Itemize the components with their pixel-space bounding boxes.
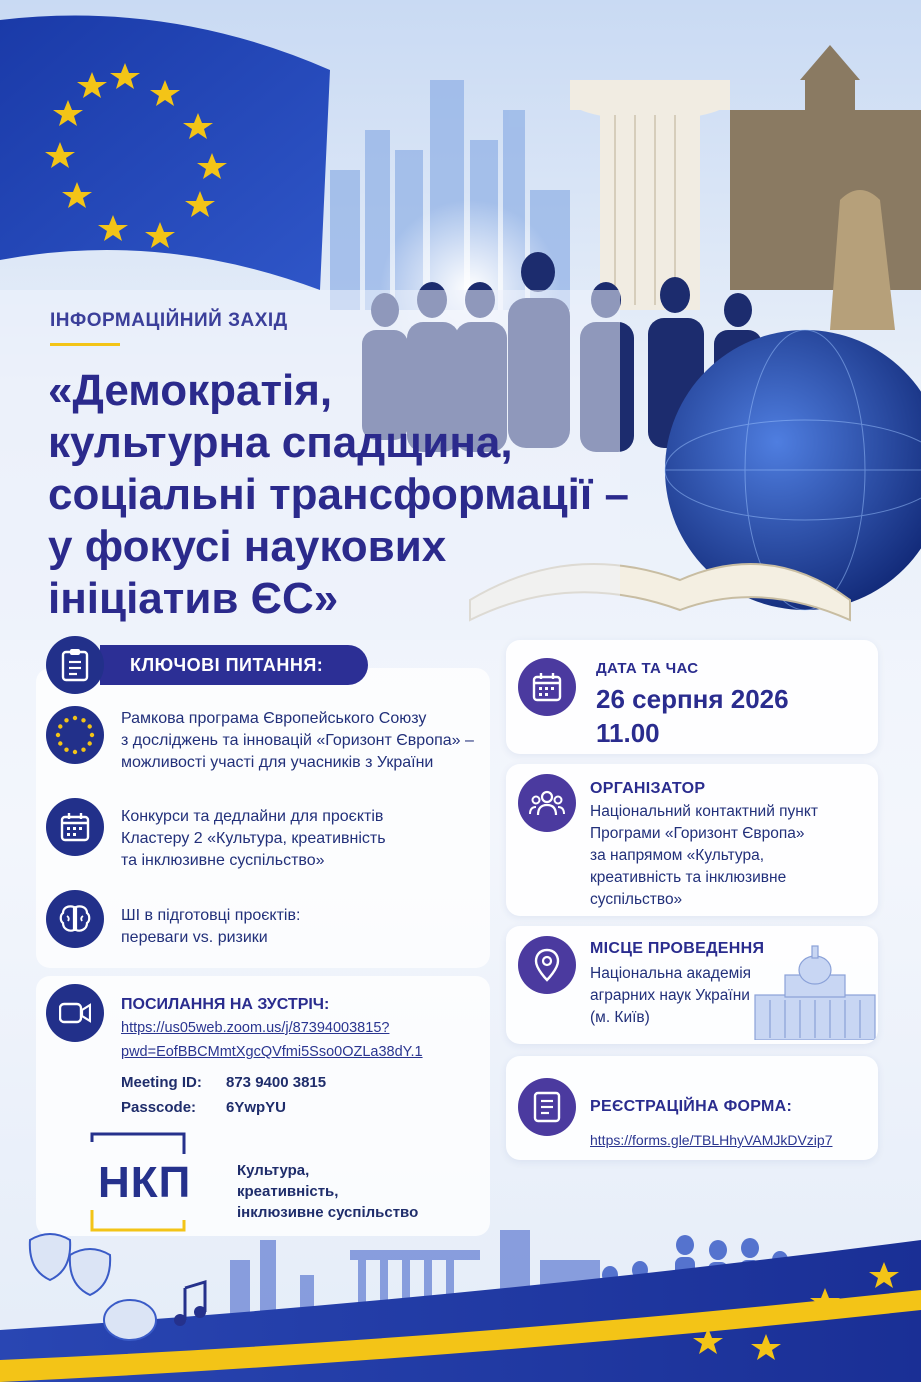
eu-stars-icon	[46, 706, 104, 764]
logo-subtitle: Культура, креативність, інклюзивне суспільство	[237, 1162, 419, 1221]
footer-illustration	[0, 1200, 921, 1382]
brain-icon	[46, 890, 104, 948]
registration-url[interactable]: https://forms.gle/TBLHhyVAMJkDVzip7	[590, 1132, 833, 1148]
video-camera-icon	[46, 984, 104, 1042]
organizer-card	[506, 764, 878, 916]
calendar-icon	[518, 658, 576, 716]
meeting-id-label: Meeting ID:	[121, 1074, 202, 1091]
registration-card	[506, 1056, 878, 1160]
venue-card	[506, 926, 878, 1044]
venue-text: Національна академія аграрних наук України (м. Київ)	[590, 965, 752, 1026]
organizer-text: Національний контактний пункт Програми «Горизонт Європа» за напрямом «Культура, креативність та інклюзивне суспільство»	[590, 803, 818, 908]
title-line: у фокусі наукових	[48, 522, 447, 571]
event-type-label: ІНФОРМАЦІЙНИЙ ЗАХІД	[50, 310, 288, 331]
title-line: «Демократія,	[48, 366, 333, 415]
calendar-icon	[46, 798, 104, 856]
passcode-value: 6YwpYU	[226, 1099, 287, 1116]
meeting-link-label: ПОСИЛАННЯ НА ЗУСТРІЧ:	[121, 996, 330, 1013]
form-icon	[518, 1078, 576, 1136]
passcode-label: Passcode:	[121, 1099, 197, 1116]
organizer-label: ОРГАНІЗАТОР	[590, 780, 706, 797]
date-card	[506, 640, 878, 754]
accent-divider	[50, 343, 120, 346]
registration-label: РЕЄСТРАЦІЙНА ФОРМА:	[590, 1098, 793, 1115]
title-line: соціальні трансформації –	[48, 470, 629, 519]
event-time: 11.00	[596, 718, 660, 748]
people-icon	[518, 774, 576, 832]
event-date: 26 серпня 2026	[596, 684, 789, 714]
meeting-url-line-2[interactable]: pwd=EofBBCMmtXgcQVfmi5Sso0OZLa38dY.1	[121, 1044, 423, 1060]
meeting-url-line-1[interactable]: https://us05web.zoom.us/j/87394003815?	[121, 1020, 390, 1036]
key-question-2: Конкурси та дедлайни для проєктів Кластеру 2 «Культура, креативність та інклюзивне суспільство»	[121, 808, 386, 869]
venue-label: МІСЦЕ ПРОВЕДЕННЯ	[590, 940, 765, 957]
key-questions-header: КЛЮЧОВІ ПИТАННЯ:	[100, 645, 368, 685]
logo-text: НКП	[98, 1158, 192, 1207]
building-illustration	[750, 940, 878, 1040]
event-title	[48, 365, 628, 625]
title-line: ініціатив ЄС»	[48, 574, 339, 623]
meeting-id-value: 873 9400 3815	[226, 1074, 327, 1091]
location-pin-icon	[518, 936, 576, 994]
date-label: ДАТА ТА ЧАС	[596, 660, 699, 677]
checklist-icon	[46, 636, 104, 694]
key-question-3: ШІ в підготовці проєктів: переваги vs. ризики	[121, 907, 301, 946]
key-question-1: Рамкова програма Європейського Союзу з досліджень та інновацій «Горизонт Європа» – можливості участі для учасників з України	[121, 710, 474, 771]
title-line: культурна спадщина,	[48, 418, 513, 467]
